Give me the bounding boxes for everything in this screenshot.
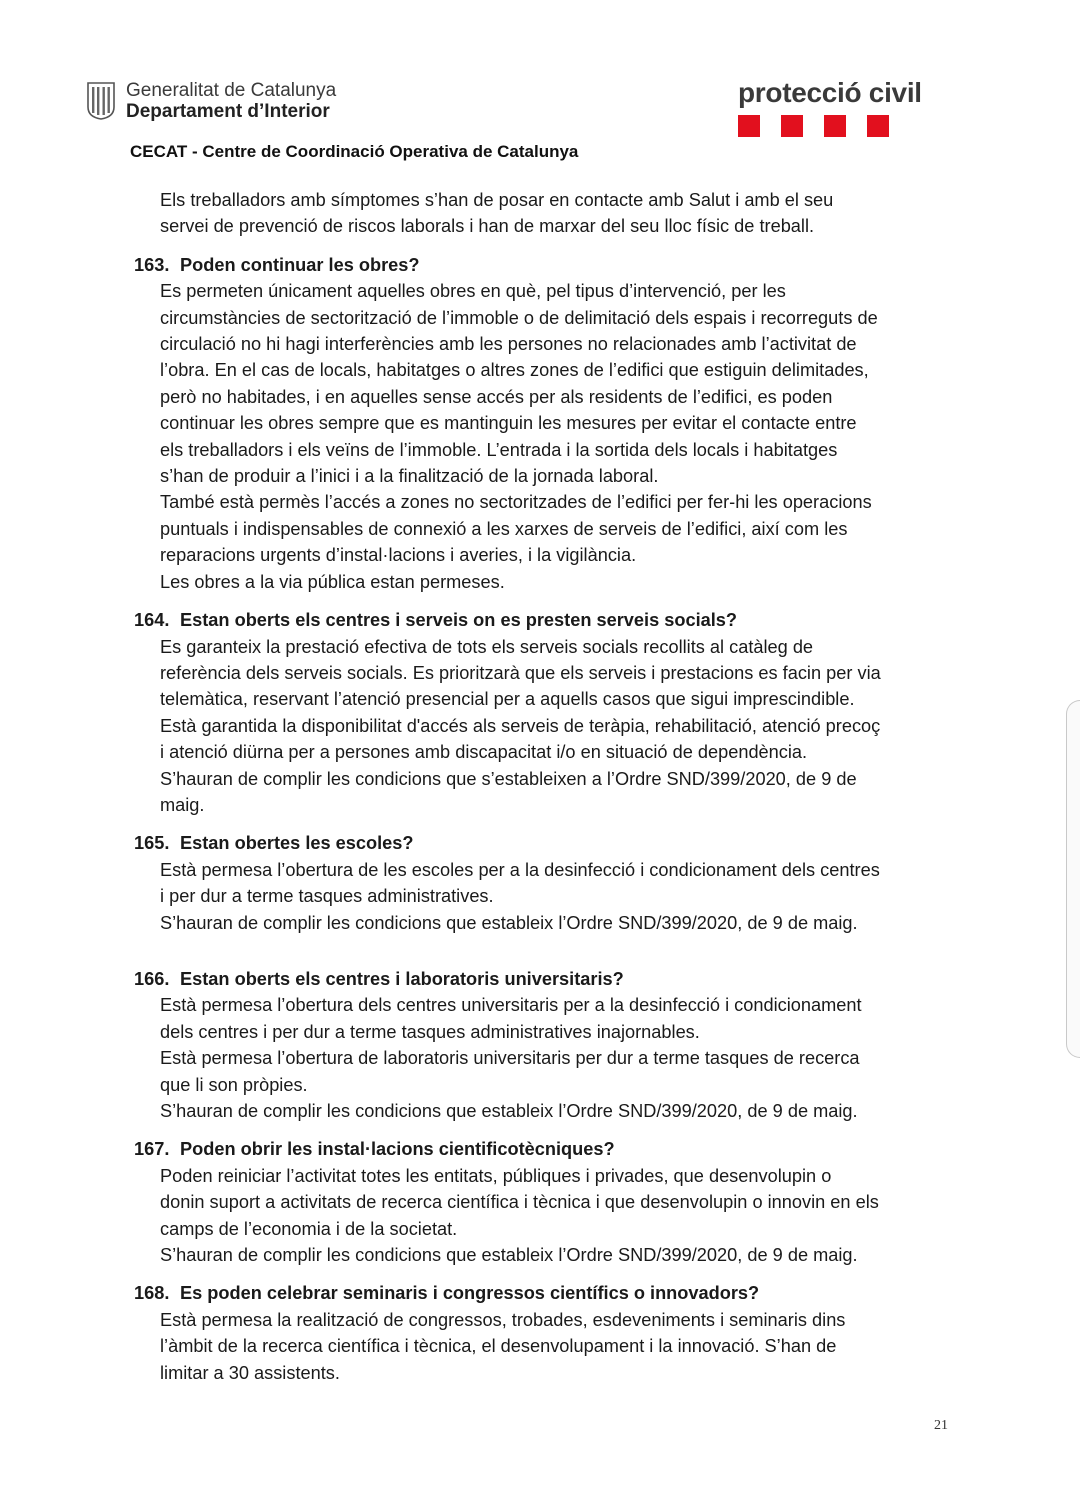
text-line: Es garanteix la prestació efectiva de tots els serveis socials recollits al catàleg de [160, 636, 814, 657]
question-number: 164. [134, 610, 170, 631]
answer [160, 857, 964, 936]
question-163 [134, 252, 964, 595]
text-line: l’àmbit de la recerca científica i tècnica, el desenvolupament i la innovació. S’han de [160, 1336, 837, 1357]
question-title: Estan oberts els centres i serveis on es presten serveis socials? [180, 610, 738, 631]
department-name: Departament d’Interior [126, 101, 330, 122]
red-square-icon [781, 115, 803, 137]
gencat-emblem-icon [86, 81, 116, 121]
text-line: l’obra. En el cas de locals, habitatges o altres zones de l’edifici que estiguin delimitades, [160, 360, 869, 381]
text-line: Es permeten únicament aquelles obres en què, pel tipus d’intervenció, per les [160, 281, 786, 302]
text-line: reparacions urgents d’instal·lacions i averies, i la vigilància. [160, 545, 637, 566]
text-line: dels centres i per dur a terme tasques administratives inajornables. [160, 1021, 700, 1042]
text-line: circulació no hi hagi interferències amb les persones no relacionades amb l’activitat de [160, 334, 857, 355]
question-number: 167. [134, 1139, 170, 1160]
text-line: referència dels serveis socials. Es prioritzarà que els serveis i prestacions es facin per via [160, 662, 881, 683]
text-line: que li son pròpies. [160, 1074, 308, 1095]
cecat-heading: CECAT - Centre de Coordinació Operativa de Catalunya [130, 142, 579, 161]
question-title: Es poden celebrar seminaris i congressos científics o innovadors? [180, 1283, 760, 1304]
text-line: però no habitades, i en aquelles sense accés per als residents de l’edifici, es poden [160, 386, 833, 407]
text-line: Està permesa l’obertura de les escoles per a la desinfecció i condicionament dels centres [160, 859, 880, 880]
text-line: S’hauran de complir les condicions que estableix l’Ordre SND/399/2020, de 9 de maig. [160, 1101, 858, 1121]
text-line: continuar les obres sempre que es mantinguin les mesures per evitar el contacte entre [160, 413, 857, 434]
text-line: Està permesa la realització de congressos, trobades, esdeveniments i seminaris dins [160, 1309, 846, 1330]
text-line: maig. [160, 794, 205, 815]
text-line: Les obres a la via pública estan permeses. [160, 571, 505, 592]
question-title: Poden obrir les instal·lacions cientificotècniques? [180, 1139, 615, 1160]
text-line: Està garantida la disponibilitat d'accés als serveis de teràpia, rehabilitació, atenció precoç [160, 715, 881, 736]
text-line: telemàtica, reservant l’atenció presencial per a aquells casos que sigui imprescindible. [160, 689, 855, 710]
text-line: puntuals i indispensables de connexió a les xarxes de serveis de l’edifici, així com les [160, 518, 848, 539]
proteccio-civil-squares [738, 115, 938, 137]
proteccio-civil-title: protecció civil [738, 77, 922, 108]
question-title: Estan oberts els centres i laboratoris universitaris? [180, 968, 624, 989]
text-line: Els treballadors amb símptomes s’han de posar en contacte amb Salut i amb el seu [160, 190, 834, 210]
gencat-logo [86, 80, 336, 122]
question-title: Estan obertes les escoles? [180, 833, 414, 854]
question-title: Poden continuar les obres? [180, 254, 420, 275]
faq-content [134, 187, 964, 1386]
question-number: 165. [134, 833, 170, 854]
red-square-icon [738, 115, 760, 137]
question-164 [134, 607, 964, 818]
text-line: Està permesa l’obertura de laboratoris universitaris per dur a terme tasques de recerca [160, 1048, 860, 1069]
text-line: Poden reiniciar l’activitat totes les entitats, públiques i privades, que desenvolupin o [160, 1165, 832, 1186]
question-number: 166. [134, 968, 170, 989]
page-number: 21 [934, 1418, 948, 1433]
answer [160, 992, 964, 1124]
intro-paragraph [160, 187, 964, 240]
question-166 [134, 966, 964, 1124]
text-line: els treballadors i els veïns de l’immoble. L’entrada i la sortida dels locals i habitatges [160, 439, 838, 460]
proteccio-civil-logo [738, 78, 938, 137]
text-line: donin suport a activitats de recerca científica i tècnica i que desenvolupin o innovin en els [160, 1192, 879, 1213]
answer [160, 634, 964, 819]
text-line: camps de l’economia i de la societat. [160, 1218, 458, 1239]
text-line: circumstàncies de sectorització de l’immoble o de delimitació dels espais i recorreguts de [160, 307, 878, 328]
text-line: S’hauran de complir les condicions que estableix l’Ordre SND/399/2020, de 9 de maig. [160, 1245, 858, 1266]
question-number: 168. [134, 1283, 170, 1304]
text-line: S’hauran de complir les condicions que s’estableixen a l’Ordre SND/399/2020, de 9 de [160, 768, 857, 789]
gencat-name: Generalitat de Catalunya [126, 80, 337, 101]
question-168 [134, 1280, 964, 1386]
text-line: s’han de produir a l’inici i a la finalització de la jornada laboral. [160, 466, 659, 487]
text-line: També està permès l’accés a zones no sectoritzades de l’edifici per fer-hi les operacions [160, 492, 872, 513]
red-square-icon [824, 115, 846, 137]
text-line: i per dur a terme tasques administratives. [160, 886, 494, 907]
text-line: i atenció diürna per a persones amb discapacitat i/o en situació de dependència. [160, 742, 808, 763]
answer [160, 1163, 964, 1269]
question-165 [134, 830, 964, 936]
text-line: S’hauran de complir les condicions que estableix l’Ordre SND/399/2020, de 9 de maig. [160, 912, 858, 933]
text-line: Està permesa l’obertura dels centres universitaris per a la desinfecció i condicionament [160, 995, 862, 1016]
text-line: servei de prevenció de riscos laborals i han de marxar del seu lloc físic de treball. [160, 216, 815, 237]
red-square-icon [867, 115, 889, 137]
side-scroll-handle[interactable] [1066, 700, 1080, 1058]
question-number: 163. [134, 254, 170, 275]
answer [160, 278, 964, 595]
answer [160, 1307, 964, 1386]
question-167 [134, 1136, 964, 1268]
text-line: limitar a 30 assistents. [160, 1362, 340, 1383]
